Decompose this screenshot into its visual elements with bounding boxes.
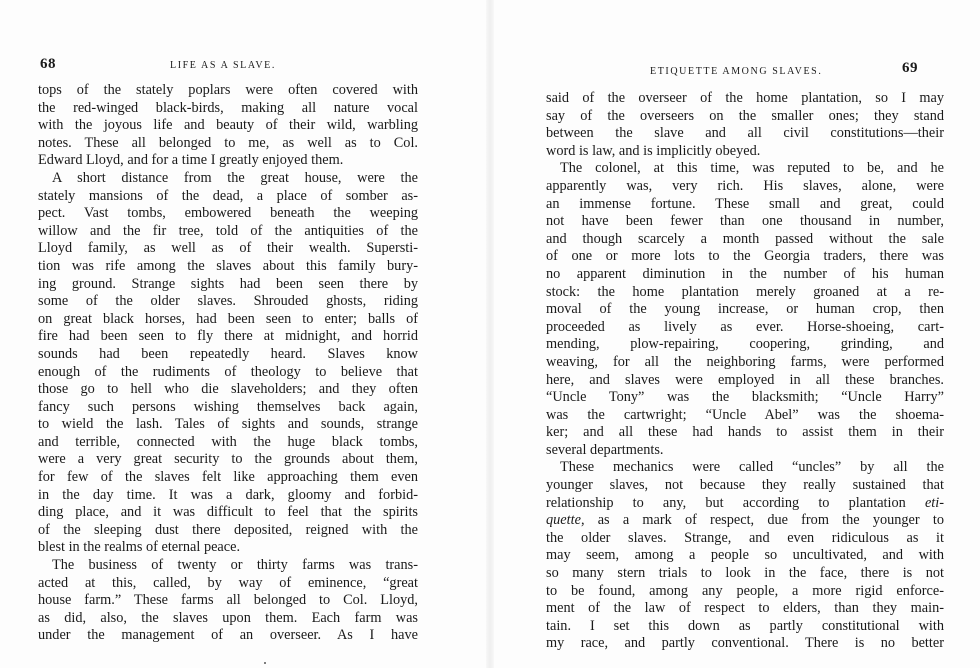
text-line: said of the overseer of the home plantation, so I may [546,90,944,106]
text-line: say of the overseers on the smaller ones; they stand [546,107,944,124]
text-line-with-italic [546,495,944,513]
text-line: ker; and all these had hands to assist them in their [546,424,944,441]
text-line: ing ground. Strange sights had been seen there by [38,275,418,292]
text-line: pect. Vast tombs, embowered beneath the weeping [38,205,418,222]
text-line: the red-winged black-birds, making all nature vocal [38,99,418,116]
text-segment: , as a mark of respect, due from the younger to [580,512,944,529]
text-line: enough of the rudiments of theology to believe that [38,363,418,380]
text-line: word is law, and is implicitly obeyed. [546,142,761,159]
text-line: the older slaves. Strange, and even ridiculous as it [546,529,944,546]
right-page-number: 69 [902,60,918,76]
italic-word: eti- [924,494,944,511]
text-line: A short distance from the great house, were the [52,169,418,186]
text-line: ment of the law of respect to elders, than they main- [546,600,944,617]
text-line: The colonel, at this time, was reputed to be, and he [560,160,944,177]
text-line: of one or more lots to the Georgia traders, there was [546,248,944,265]
text-line: not have been fewer than one thousand in number, [546,213,944,230]
text-line: under the management of an overseer. As I have [38,627,418,644]
text-line: tain. I set this down as partly constitutional with [546,617,944,634]
text-line-with-italic [546,512,944,530]
text-line: “Uncle Tony” was the blacksmith; “Uncle Harry” [546,389,944,406]
text-line: with the joyous life and beauty of their wild, warbling [38,117,418,134]
text-segment: relationship to any, but according to plantation [546,494,925,511]
text-line: in the day time. It was a dark, gloomy and forbid- [38,486,418,503]
text-line: some of the older slaves. Shrouded ghosts, riding [38,293,418,310]
right-running-head: ETIQUETTE AMONG SLAVES. [650,66,823,77]
text-line: sounds had been repeatedly heard. Slaves know [38,345,418,362]
text-line: and terrible, connected with the huge black tombs, [38,433,418,450]
text-line: Lloyd family, as well as of their wealth. Supersti- [38,240,418,257]
text-line: Edward Lloyd, and for a time I greatly enjoyed them. [38,152,344,169]
text-line: blest in the realms of eternal peace. [38,539,241,556]
text-line: to wield the lash. Tales of sights and sounds, strange [38,416,418,433]
text-line: so many stern trials to look in the face, there is not [546,565,944,582]
text-line: were a very great security to the grounds about them, [38,451,418,468]
text-line: weaving, for all the neighboring farms, were performed [546,353,944,370]
text-line: fire had been seen to fly there at midnight, and horrid [38,328,418,345]
text-line: willow and the fir tree, told of the antiquities of the [38,222,418,239]
text-line: several departments. [546,441,664,458]
text-line: my race, and partly conventional. There is no better [546,635,944,652]
left-page-text [38,82,418,645]
italic-word: quette [546,512,581,529]
text-line: stock: the home plantation merely groaned at a re- [546,283,944,300]
right-page [490,0,980,668]
text-line: These mechanics were called “uncles” by all the [560,459,944,476]
text-line: house farm.” These farms all belonged to Col. Lloyd, [38,592,418,609]
text-line: was the cartwright; “Uncle Abel” was the shoema- [546,406,944,423]
text-line: acted at this, called, by way of eminence, “great [38,574,418,591]
text-line: tion was rife among the slaves about this family bury- [38,257,418,274]
text-line: to be found, among any people, a more rigid enforce- [546,582,944,599]
text-line: proceeded as lively as ever. Horse-shoeing, cart- [546,318,944,335]
text-line: as did, also, the slaves upon them. Each farm was [38,609,418,626]
left-page-number: 68 [40,56,56,72]
text-line: fancy such persons wishing themselves back again, [38,398,418,415]
text-line: younger slaves, not because they really sustained that [546,477,944,494]
text-line: here, and slaves were employed in all these branches. [546,371,944,388]
text-line: notes. These all belonged to me, as well as to Col. [38,134,418,151]
text-line: apparently was, very rich. His slaves, alone, were [546,177,944,194]
text-line: may seem, among a people so uncultivated, and with [546,547,944,564]
text-line: ding place, and it was difficult to feel that the spirits [38,504,418,521]
text-line: The business of twenty or thirty farms was trans- [52,557,418,574]
text-line: those go to hell who die slaveholders; and they often [38,381,418,398]
text-line: on great black horses, had been seen to enter; balls of [38,310,418,327]
text-line: an immense fortune. These small and great, could [546,195,944,212]
text-line: moval of the young increase, or human crop, then [546,301,944,318]
text-line: stately mansions of the dead, a place of somber as- [38,187,418,204]
text-line: mending, plow-repairing, coopering, grinding, and [546,336,944,353]
left-running-head: LIFE AS A SLAVE. [170,60,276,71]
text-line: and though scarcely a month passed without the sale [546,230,944,247]
print-speck [264,662,266,664]
text-line: for few of the slaves felt like approaching them even [38,469,418,486]
right-page-text [546,90,944,653]
text-line: no apparent diminution in the number of his human [546,265,944,282]
text-line: of the sleeping dust there deposited, reigned with the [38,521,418,538]
text-line: between the slave and all civil constitutions—their [546,125,944,142]
text-line: tops of the stately poplars were often covered with [38,82,418,98]
